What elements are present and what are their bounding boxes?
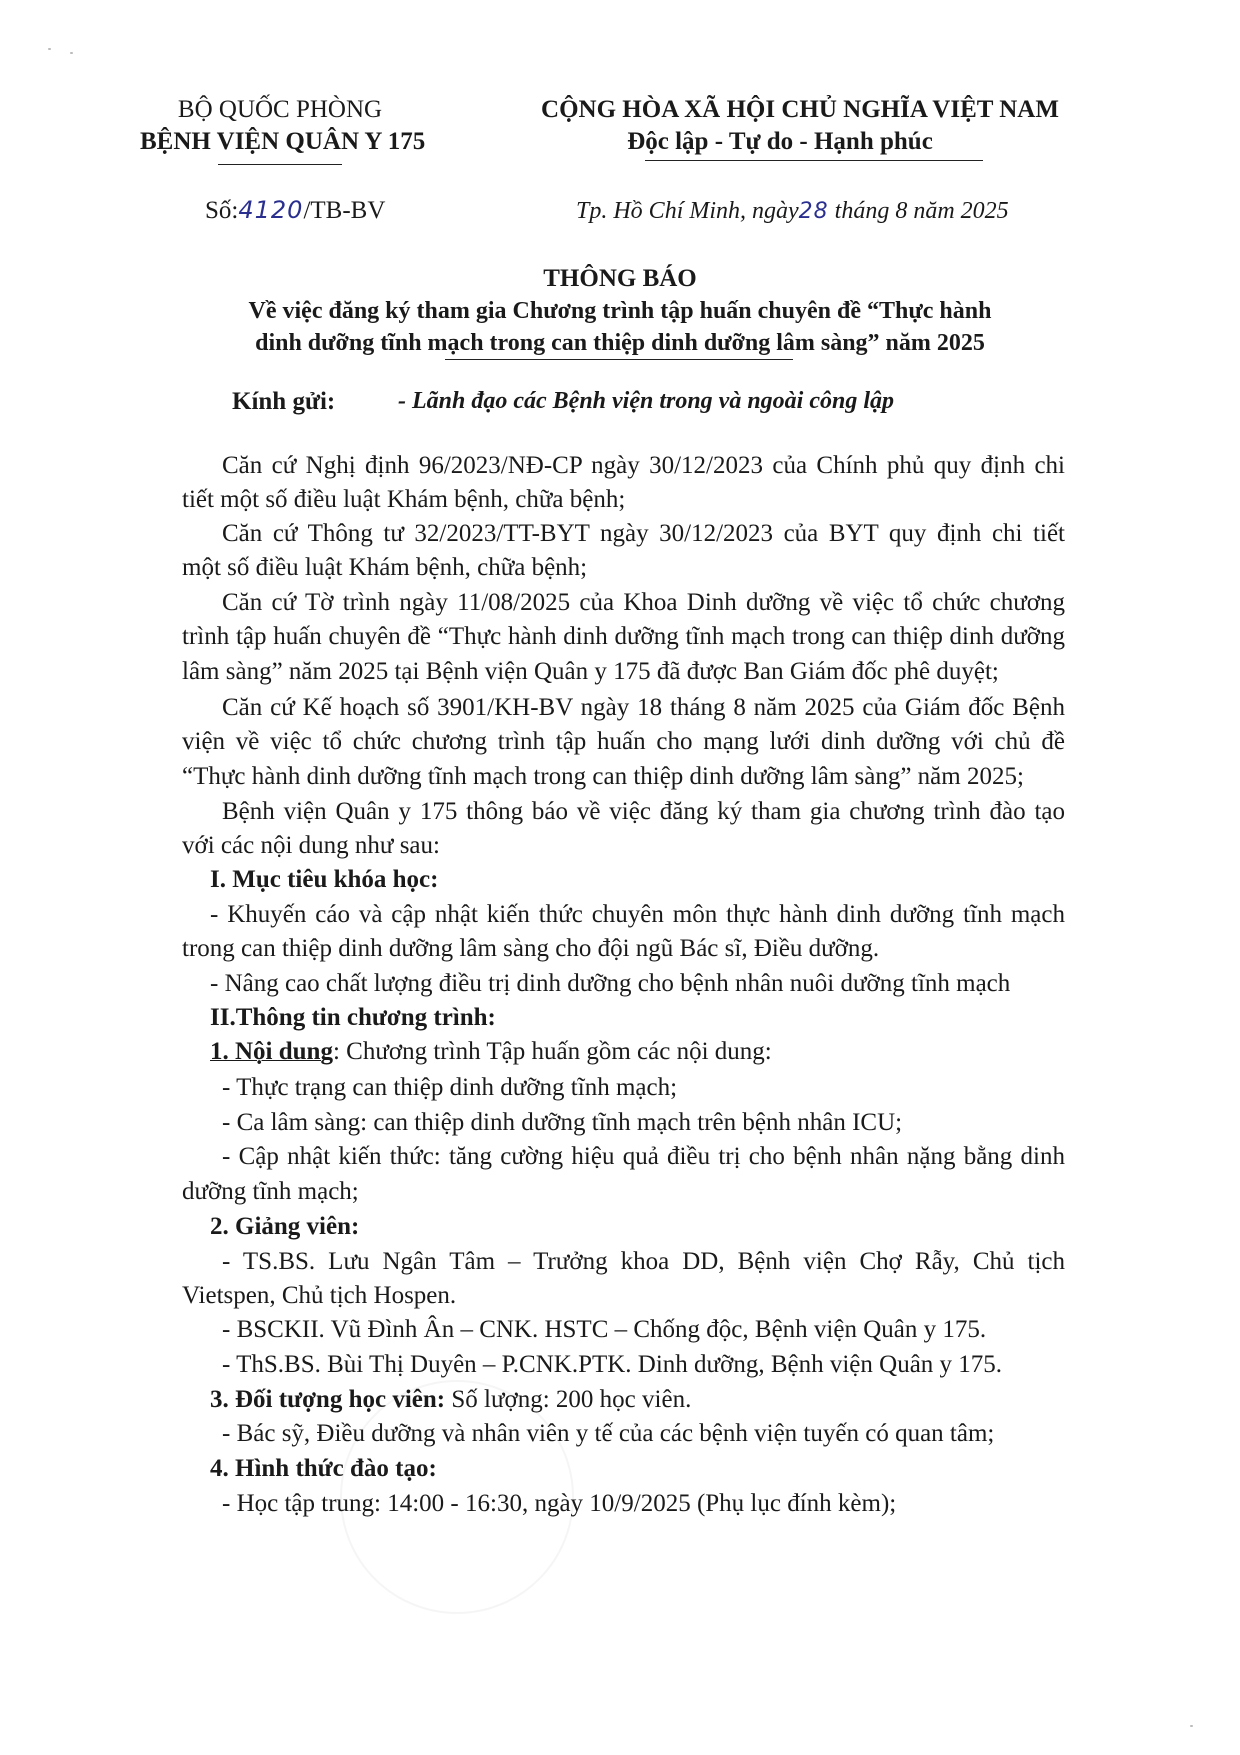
handwritten-number: 4120 [238,196,304,224]
content-text: : Chương trình Tập huấn gồm các nội dung: [332,1038,772,1065]
recipient-label: Kính gửi: [232,388,336,415]
notice-subtitle-line1: Về việc đăng ký tham gia Chương trình tập huấn chuyên đề “Thực hành [248,298,992,324]
document-date [576,198,1009,225]
scan-speck [48,48,51,50]
trainees-label: 3. Đối tượng học viên: [210,1386,446,1413]
hospital-underline [218,164,342,165]
scan-speck [70,52,73,54]
lecturer-1-line-2: Vietspen, Chủ tịch Hospen. [182,1282,457,1309]
objective-1-line-2: trong can thiệp dinh dưỡng lâm sàng cho đội ngũ Bác sĩ, Điều dưỡng. [182,935,880,962]
handwritten-day: 28 [798,199,829,224]
paragraph-1-line-1: Căn cứ Nghị định 96/2023/NĐ-CP ngày 30/12/2023 của Chính phủ quy định chi [222,452,1065,479]
trainees-item: - Bác sỹ, Điều dưỡng và nhân viên y tế của các bệnh viện tuyến có quan tâm; [222,1420,995,1447]
paragraph-5-line-1: Bệnh viện Quân y 175 thông báo về việc đăng ký tham gia chương trình đào tạo [222,798,1065,825]
lecturer-2: - BSCKII. Vũ Đình Ân – CNK. HSTC – Chống độc, Bệnh viện Quân y 175. [222,1316,987,1343]
content-label: 1. Nội dung [210,1038,333,1065]
lecturers-heading: 2. Giảng viên: [210,1213,360,1240]
lecturer-1-line-1: - TS.BS. Lưu Ngân Tâm – Trưởng khoa DD, Bệnh viện Chợ Rẫy, Chủ tịch [222,1248,1065,1275]
date-place: Tp. Hồ Chí Minh, ngày [576,198,799,224]
format-heading: 4. Hình thức đào tạo: [210,1455,437,1482]
section-1-heading: I. Mục tiêu khóa học: [210,866,439,893]
paragraph-4-line-3: “Thực hành dinh dưỡng tĩnh mạch trong can thiệp dinh dưỡng lâm sàng” năm 2025; [182,763,1024,790]
paragraph-3-line-2: trình tập huấn chuyên đề “Thực hành dinh dưỡng tĩnh mạch trong can thiệp dinh dưỡng [182,623,1065,650]
hospital-name: BỆNH VIỆN QUÂN Y 175 [140,128,426,155]
motto-underline [645,160,983,161]
paragraph-2-line-1: Căn cứ Thông tư 32/2023/TT-BYT ngày 30/12/2023 của BYT quy định chi tiết [222,520,1065,547]
republic-name: CỘNG HÒA XÃ HỘI CHỦ NGHĨA VIỆT NAM [541,96,1059,123]
section-2-heading: II.Thông tin chương trình: [210,1004,496,1031]
content-item-3-line-1: - Cập nhật kiến thức: tăng cường hiệu quả điều trị cho bệnh nhân nặng bằng dinh [222,1143,1065,1170]
date-rest: tháng 8 năm 2025 [834,198,1009,224]
notice-subtitle-line2: dinh dưỡng tĩnh mạch trong can thiệp dinh dưỡng lâm sàng” năm 2025 [255,330,985,356]
scan-speck [1190,1725,1193,1727]
paragraph-5-line-2: với các nội dung như sau: [182,832,440,859]
number-prefix: Số: [205,197,239,224]
recipient-text: - Lãnh đạo các Bệnh viện trong và ngoài công lập [398,388,895,414]
national-motto: Độc lập - Tự do - Hạnh phúc [627,128,933,155]
number-suffix: /TB-BV [303,197,386,224]
objective-1-line-1: - Khuyến cáo và cập nhật kiến thức chuyên môn thực hành dinh dưỡng tĩnh mạch [210,901,1065,928]
trainees-line [210,1386,691,1414]
content-item-1: - Thực trạng can thiệp dinh dưỡng tĩnh mạch; [222,1074,678,1101]
content-line [210,1038,772,1066]
objective-2: - Nâng cao chất lượng điều trị dinh dưỡng cho bệnh nhân nuôi dưỡng tĩnh mạch [210,970,1011,997]
paragraph-3-line-1: Căn cứ Tờ trình ngày 11/08/2025 của Khoa Dinh dưỡng về việc tổ chức chương [222,589,1065,616]
paragraph-4-line-1: Căn cứ Kế hoạch số 3901/KH-BV ngày 18 tháng 8 năm 2025 của Giám đốc Bệnh [222,694,1065,721]
lecturer-3: - ThS.BS. Bùi Thị Duyên – P.CNK.PTK. Dinh dưỡng, Bệnh viện Quân y 175. [222,1351,1003,1378]
paragraph-2-line-2: một số điều luật Khám bệnh, chữa bệnh; [182,554,588,581]
content-item-2: - Ca lâm sàng: can thiệp dinh dưỡng tĩnh mạch trên bệnh nhân ICU; [222,1109,903,1136]
ministry-name: BỘ QUỐC PHÒNG [177,96,383,123]
paragraph-1-line-2: tiết một số điều luật Khám bệnh, chữa bệnh; [182,486,626,513]
paragraph-3-line-3: lâm sàng” năm 2025 tại Bệnh viện Quân y 175 đã được Ban Giám đốc phê duyệt; [182,658,999,685]
document-number [205,196,385,225]
format-item: - Học tập trung: 14:00 - 16:30, ngày 10/9/2025 (Phụ lục đính kèm); [222,1490,897,1517]
content-item-3-line-2: dưỡng tĩnh mạch; [182,1178,359,1205]
notice-heading: THÔNG BÁO [543,265,697,292]
paragraph-4-line-2: viện về việc tổ chức chương trình tập huấn cho mạng lưới dinh dưỡng với chủ đề [182,728,1065,755]
trainees-text: Số lượng: 200 học viên. [445,1386,692,1413]
subtitle-underline [445,359,793,360]
